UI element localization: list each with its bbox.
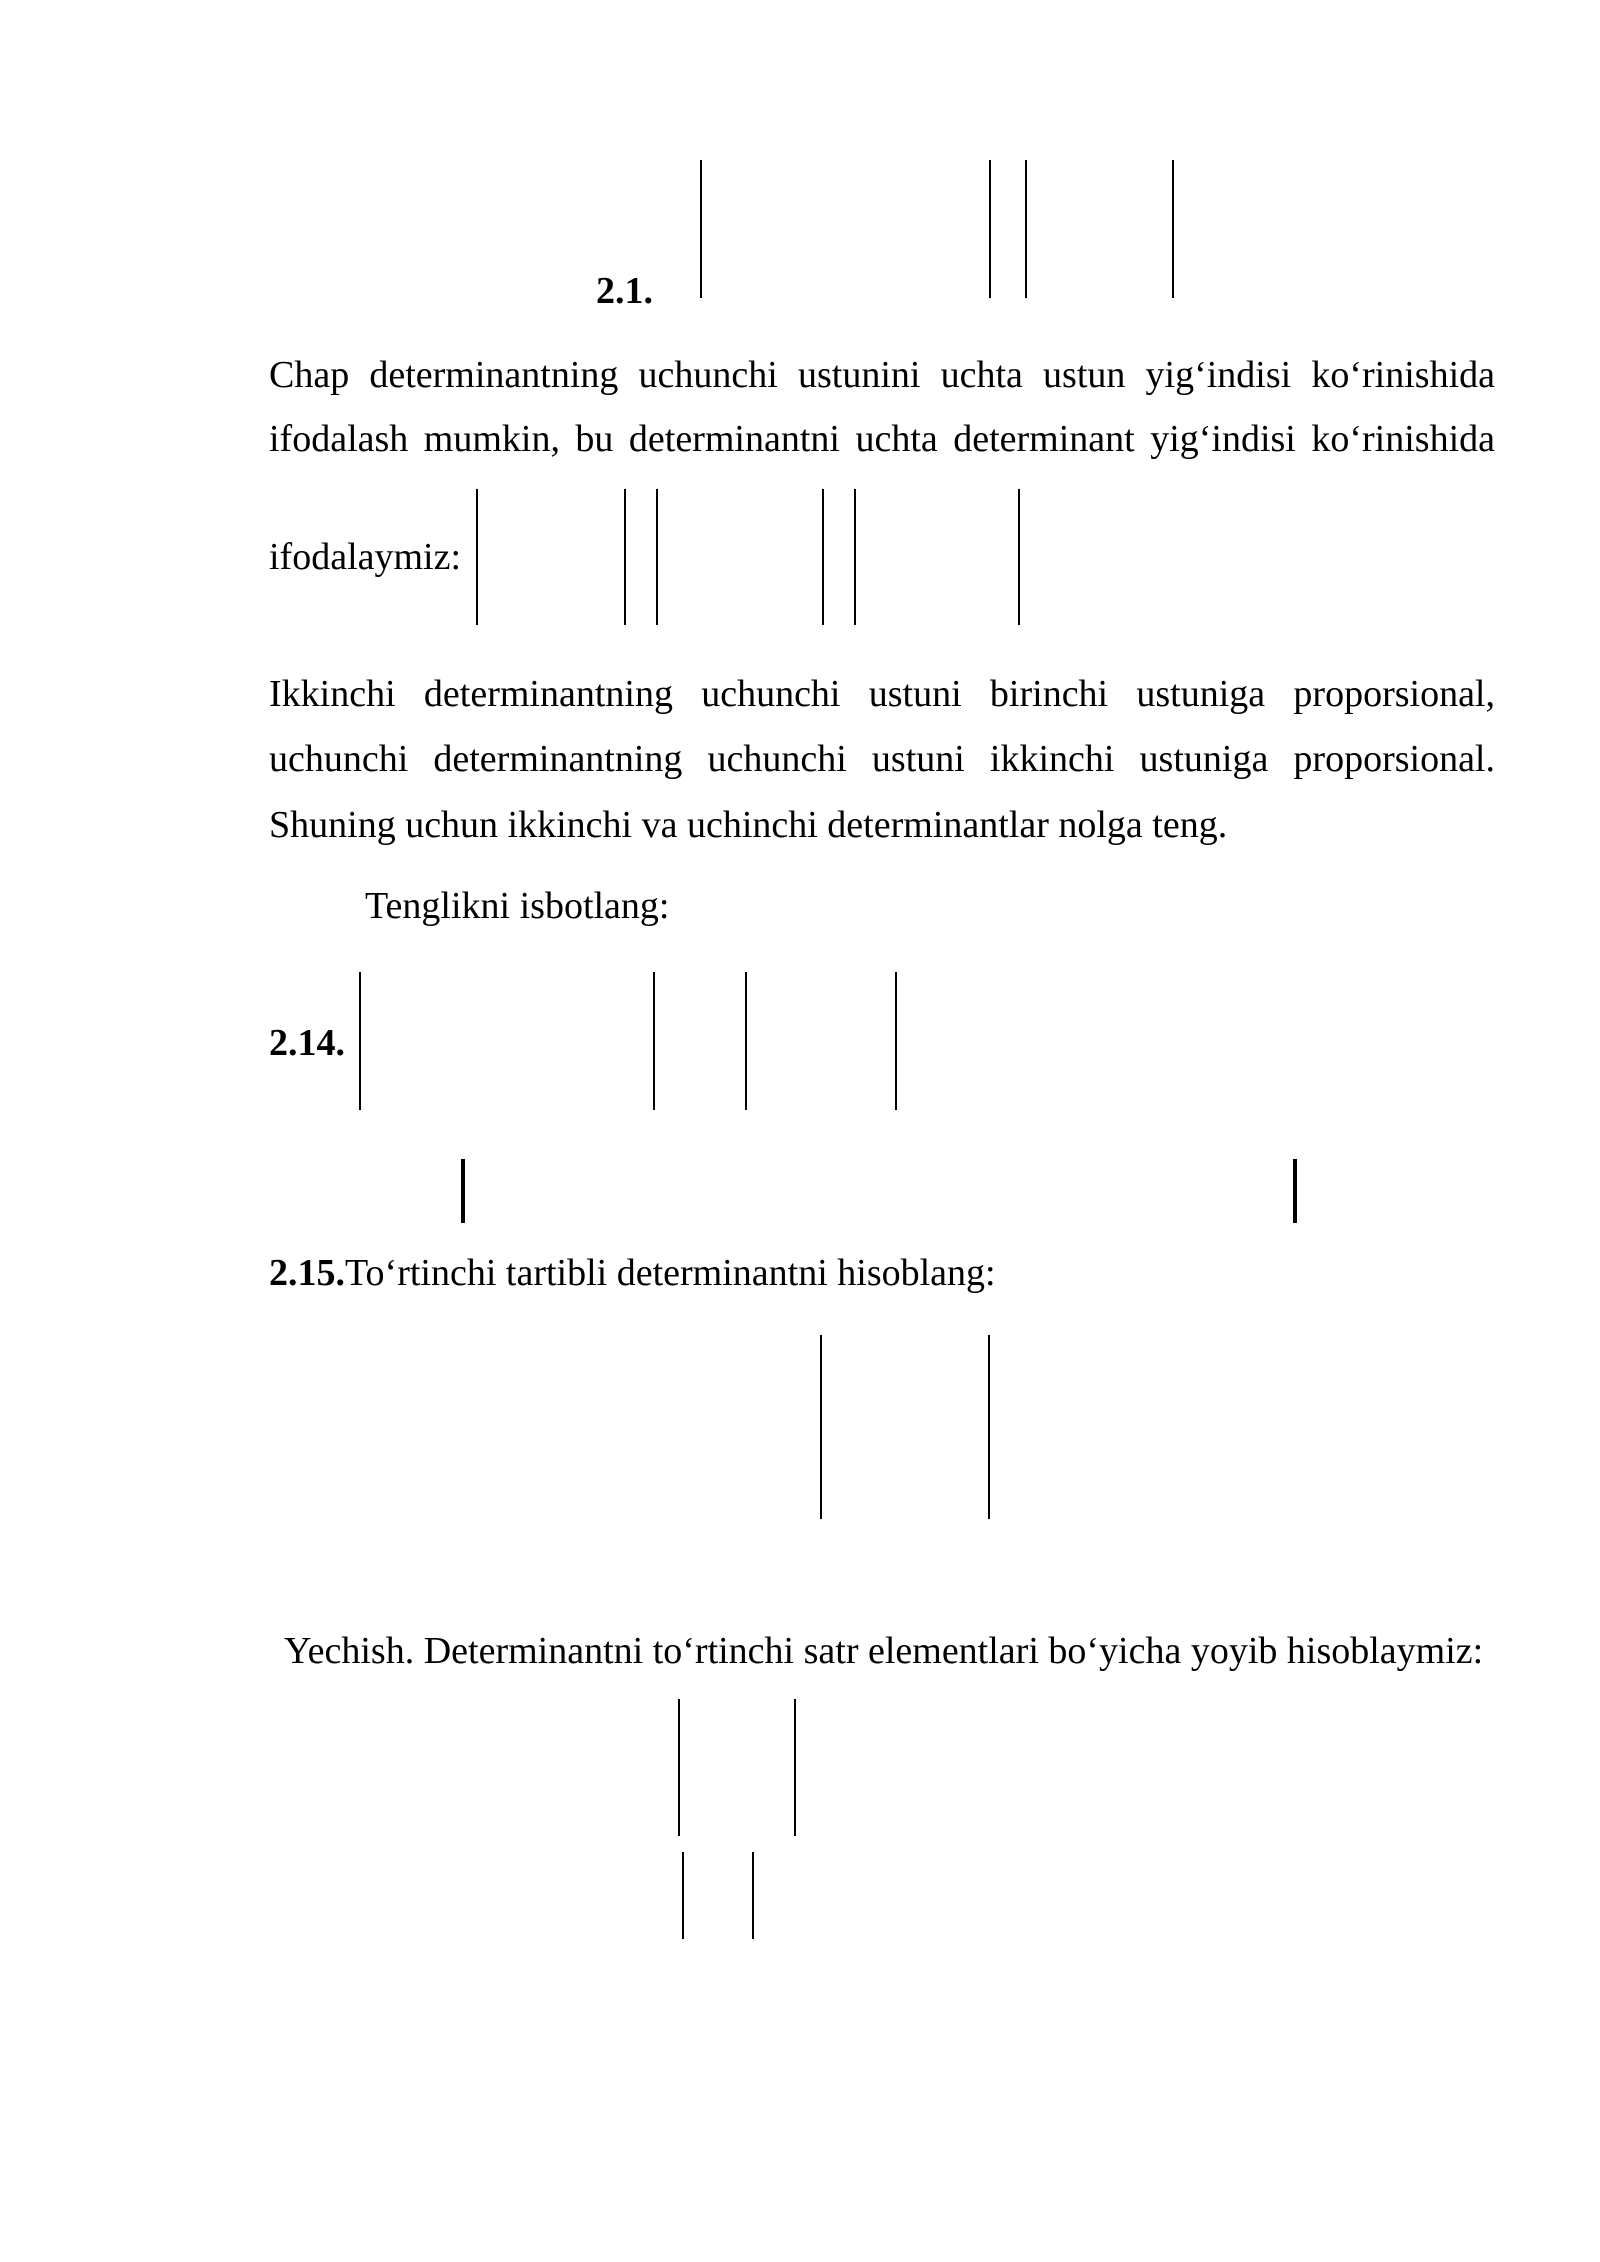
- paragraph-1-line-2: ifodalash mumkin, bu determinantni uchta determinant yig‘indisi ko‘rinishida: [269, 418, 1495, 460]
- paragraph-1-line-1: Chap determinantning uchunchi ustunini uchta ustun yig‘indisi ko‘rinishida: [269, 354, 1495, 396]
- determinant-bar: [656, 489, 658, 625]
- paragraph-2-line-3: Shuning uchun ikkinchi va uchinchi determinantlar nolga teng.: [269, 804, 1228, 846]
- determinant-bar: [989, 160, 991, 298]
- exercise-2-15: [269, 1251, 996, 1295]
- solution-text: Yechish. Determinantni to‘rtinchi satr elementlari bo‘yicha yoyib hisoblaymiz:: [284, 1630, 1484, 1672]
- determinant-bar-thick: [461, 1159, 465, 1223]
- determinant-bar: [653, 972, 655, 1110]
- determinant-bar: [359, 972, 361, 1110]
- determinant-bar: [794, 1699, 796, 1836]
- exercise-number-2-1: 2.1.: [596, 270, 653, 312]
- determinant-bar: [624, 489, 626, 625]
- determinant-bar: [682, 1852, 684, 1939]
- determinant-bar: [1172, 160, 1174, 298]
- determinant-bar: [745, 972, 747, 1110]
- prove-heading: Tenglikni isbotlang:: [365, 885, 670, 927]
- determinant-bar: [854, 489, 856, 625]
- determinant-bar: [895, 972, 897, 1110]
- exercise-2-15-text: To‘rtinchi tartibli determinantni hisoblang:: [345, 1252, 996, 1294]
- determinant-bar: [1025, 160, 1027, 298]
- paragraph-2-line-1: Ikkinchi determinantning uchunchi ustuni birinchi ustuniga proporsional,: [269, 673, 1495, 715]
- determinant-bar: [476, 489, 478, 625]
- determinant-bar: [822, 489, 824, 625]
- determinant-bar: [1018, 489, 1020, 625]
- determinant-bar: [820, 1335, 822, 1519]
- exercise-number-2-14: 2.14.: [269, 1022, 345, 1064]
- determinant-bar: [678, 1699, 680, 1836]
- determinant-bar-thick: [1293, 1159, 1297, 1223]
- paragraph-2-line-2: uchunchi determinantning uchunchi ustuni ikkinchi ustuniga proporsional.: [269, 738, 1495, 780]
- determinant-bar: [700, 160, 702, 298]
- determinant-bar: [752, 1852, 754, 1939]
- exercise-number-2-15: 2.15.: [269, 1252, 345, 1294]
- determinant-bar: [988, 1335, 990, 1519]
- ifodalaymiz-label: ifodalaymiz:: [269, 536, 462, 578]
